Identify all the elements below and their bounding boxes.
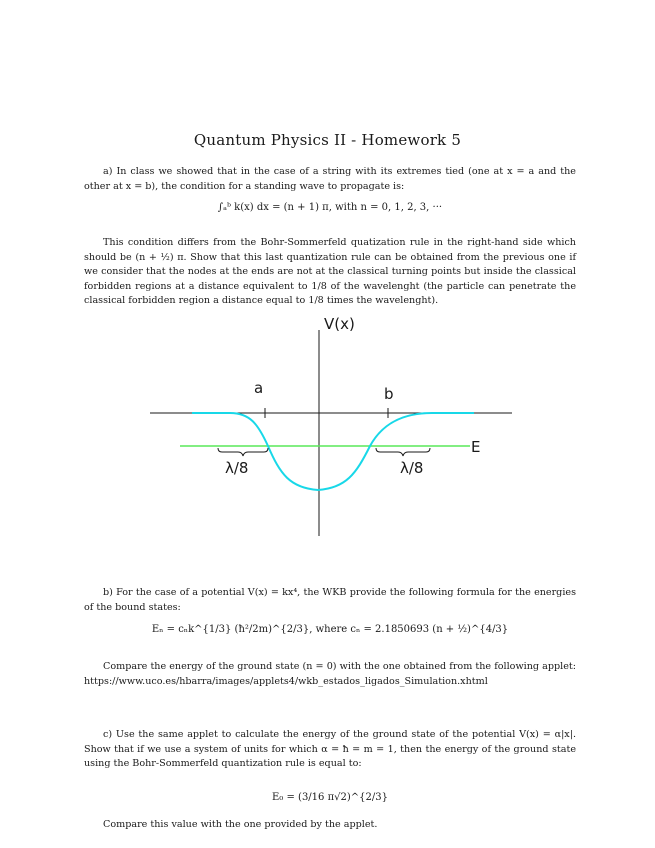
applet-url: https://www.uco.es/hbarra/images/applets4/wkb_estados_ligados_Simulation.xhtml [84, 675, 488, 687]
part-b-body [84, 660, 576, 689]
part-c-closing-text: Compare this value with the one provided by the applet. [103, 819, 378, 830]
part-c-equation [84, 792, 576, 803]
page-title: Quantum Physics II - Homework 5 [193, 131, 462, 149]
part-a-intro-text: a) In class we showed that in the case of a string with its extremes tied (one at x = a and the other at x = b), the condition for a standing wave to propagate is: [84, 166, 576, 192]
part-b-equation-rhs: , where cₙ = 2.1850693 (n + ½)^{4/3} [309, 624, 509, 635]
part-c-closing [84, 818, 576, 833]
part-a-body [84, 236, 576, 309]
left-brace [218, 448, 268, 456]
part-c-intro-text: c) Use the same applet to calculate the energy of the ground state of the potential V(x) = α|x|. Show that if we use a system of units for which α = ħ = m = 1, then the energy of the ground state using the Bohr-Sommerfeld quantization rule is equal to: [84, 729, 576, 770]
part-b-intro [84, 586, 576, 615]
y-axis-label: V(x) [324, 315, 355, 333]
part-c-intro [84, 728, 576, 772]
part-a-equation [84, 202, 576, 213]
part-c-equation-text: E₀ = (3/16 π√2)^{2/3} [272, 792, 388, 803]
part-a-intro [84, 165, 576, 194]
left-lambda-label: λ/8 [225, 459, 249, 477]
label-a: a [254, 379, 264, 397]
label-b: b [384, 385, 394, 403]
right-lambda-label: λ/8 [400, 459, 424, 477]
energy-label: E [471, 438, 481, 456]
right-brace [376, 448, 430, 456]
part-b-equation [84, 624, 576, 635]
part-b-intro-text: b) For the case of a potential V(x) = kx⁴, the WKB provide the following formula for the energies of the bound states: [84, 587, 576, 613]
part-b-equation-lhs: Eₙ = cₙk^{1/3} (ħ²/2m)^{2/3} [151, 624, 310, 635]
part-a-body-text: This condition differs from the Bohr-Sommerfeld quatization rule in the right-hand side which should be (n + ½) π. Show that this last quantization rule can be obtained from the previous one if we consider that the nodes at the ends are not at the classical turning points but inside the classical forbidden regions at a distance equivalent to 1/8 of the wavelenght (the particle can penetrate the classical forbidden region a distance equal to 1/8 times the wavelenght). [84, 237, 576, 307]
part-a-equation-text: ∫ₐᵇ k(x) dx = (n + 1) π, with n = 0, 1, 2, 3, ··· [217, 202, 443, 213]
potential-well-figure [140, 312, 520, 542]
part-b-body-text: Compare the energy of the ground state (n = 0) with the one obtained from the following applet: [103, 661, 576, 672]
